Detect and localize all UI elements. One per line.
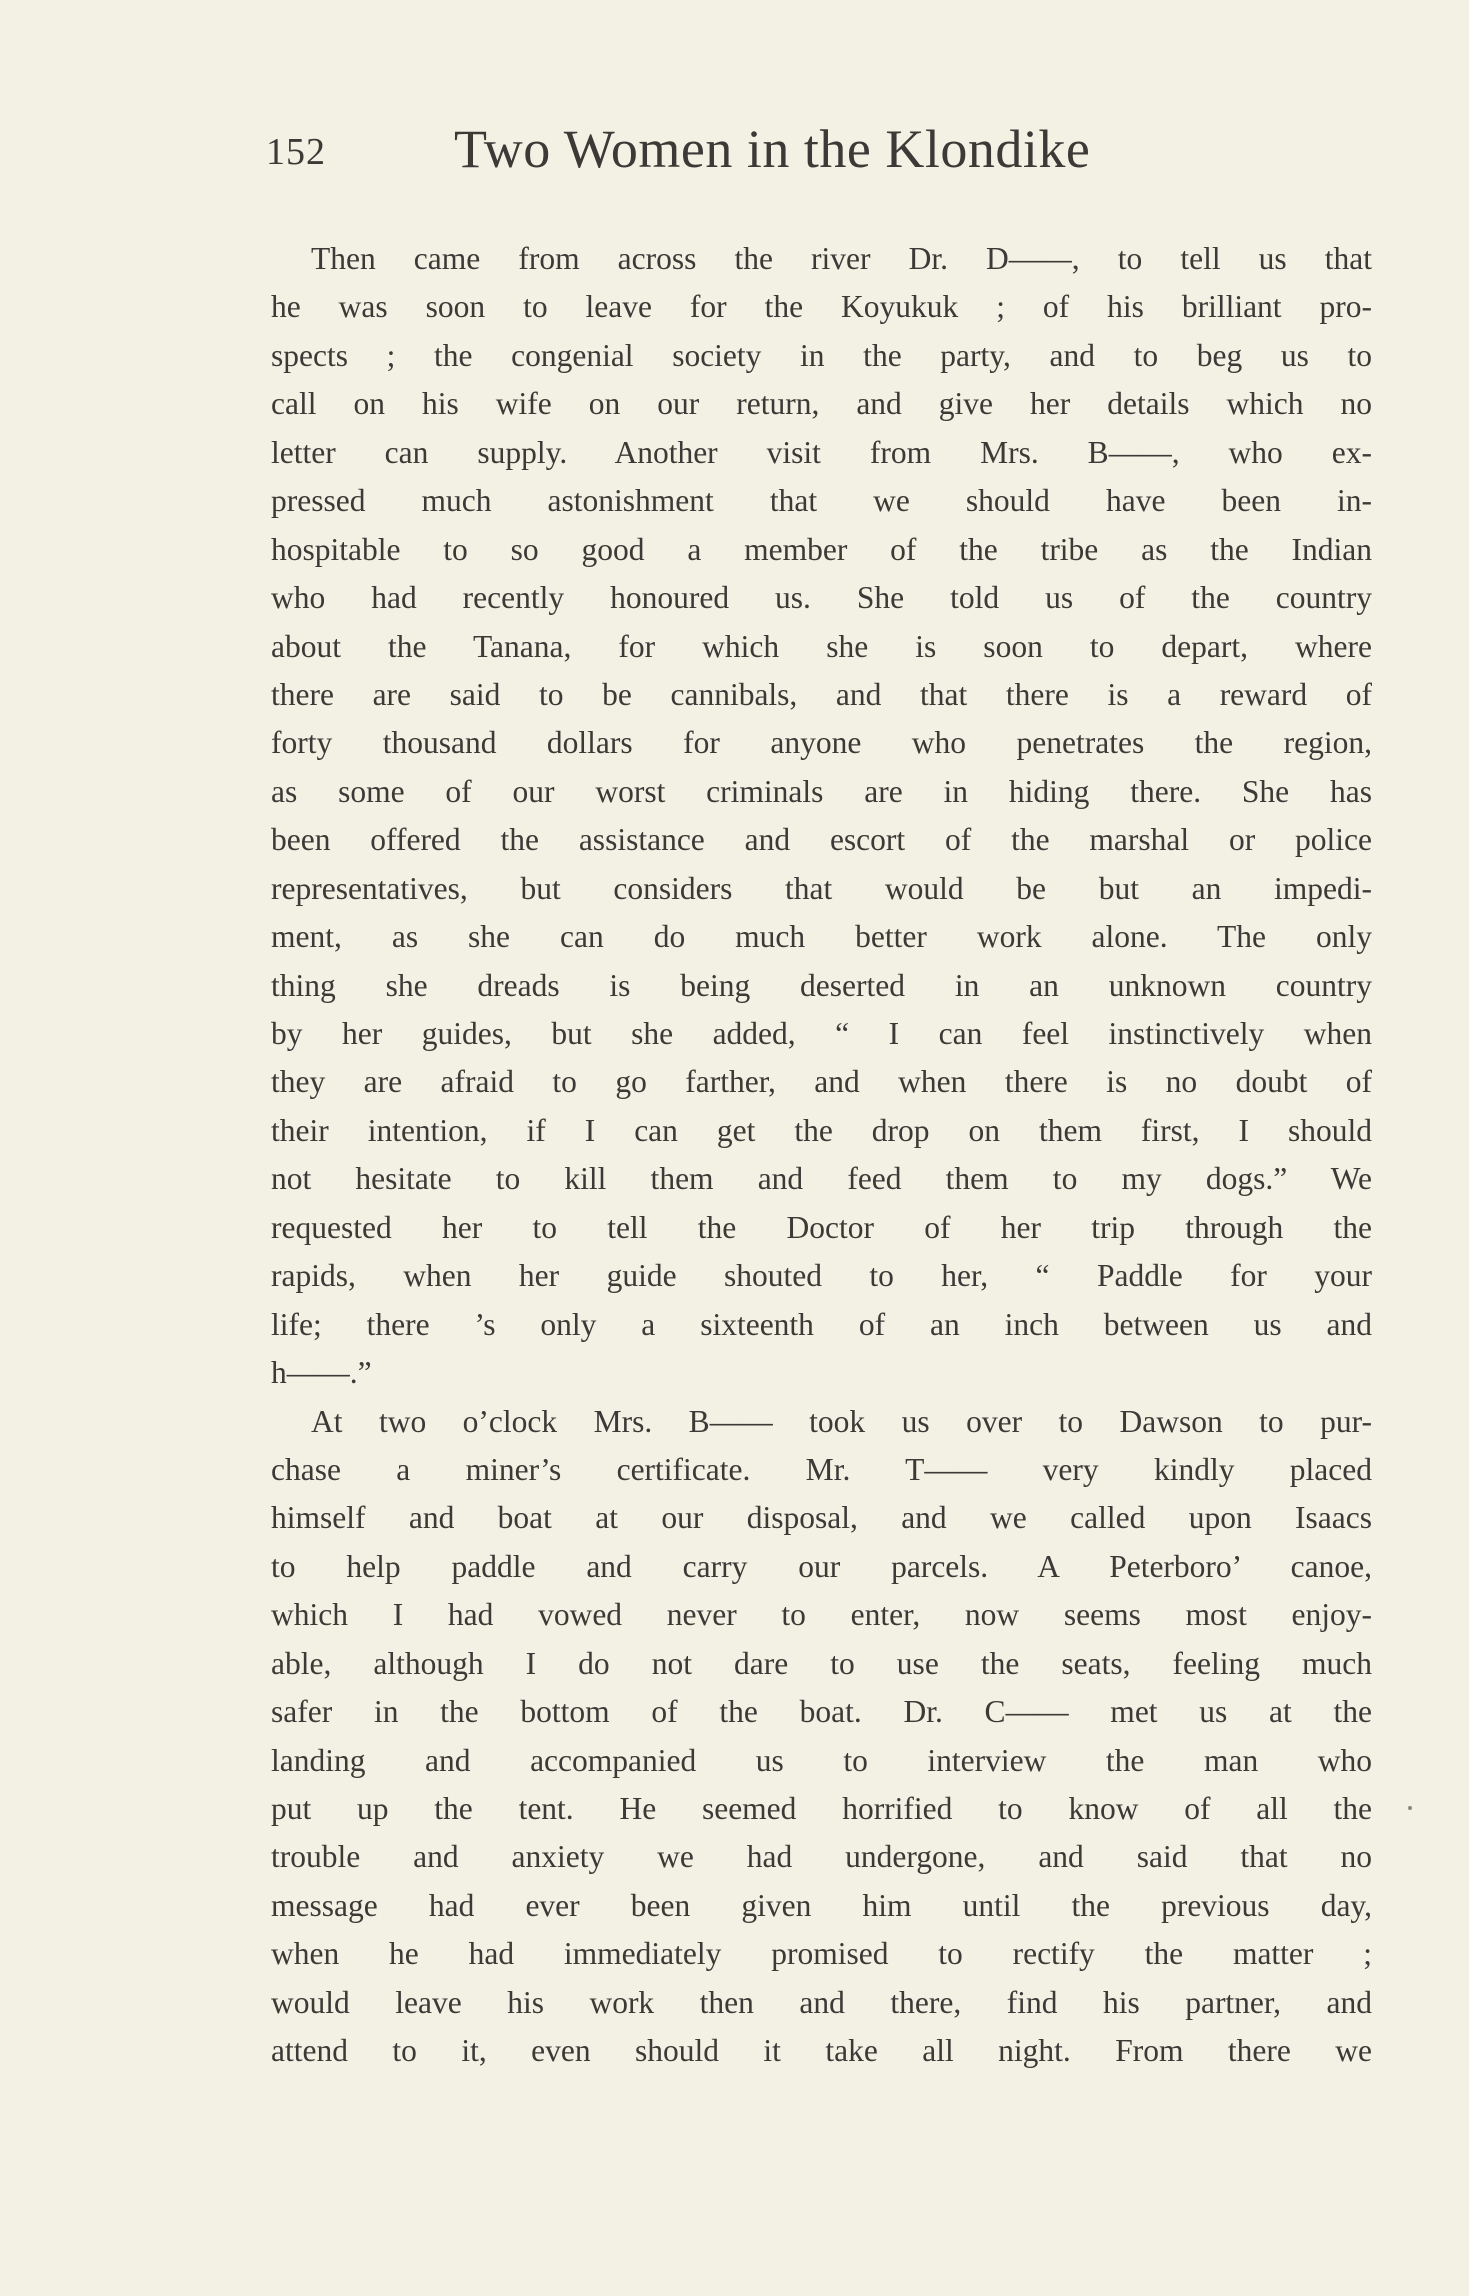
text-line: chase a miner’s certificate. Mr. T—— very kindly placed bbox=[271, 1451, 1372, 1487]
text-line: thing she dreads is being deserted in an unknown country bbox=[271, 967, 1372, 1003]
page-number: 152 bbox=[266, 131, 326, 173]
text-line: when he had immediately promised to rectify the matter ; bbox=[271, 1936, 1372, 1972]
text-line: representatives, but considers that would be but an impedi- bbox=[271, 870, 1372, 906]
text-line: requested her to tell the Doctor of her trip through the bbox=[271, 1209, 1372, 1245]
text-line: landing and accompanied us to interview the man who bbox=[271, 1742, 1372, 1778]
text-line: forty thousand dollars for anyone who penetrates the region, bbox=[271, 725, 1372, 761]
text-line: spects ; the congenial society in the party, and to beg us to bbox=[271, 337, 1372, 373]
text-line: their intention, if I can get the drop on them first, I should bbox=[271, 1112, 1372, 1148]
text-line: been offered the assistance and escort of the marshal or police bbox=[271, 822, 1372, 858]
text-line: as some of our worst criminals are in hiding there. She has bbox=[271, 773, 1372, 809]
text-line: Then came from across the river Dr. D——, to tell us that bbox=[311, 241, 1372, 276]
text-line: ment, as she can do much better work alone. The only bbox=[271, 919, 1372, 955]
text-line: h——.” bbox=[271, 1355, 372, 1391]
text-line: trouble and anxiety we had undergone, and said that no bbox=[271, 1839, 1372, 1875]
text-line: life; there ’s only a sixteenth of an inch between us and bbox=[271, 1306, 1372, 1342]
text-line: which I had vowed never to enter, now seems most enjoy- bbox=[271, 1597, 1372, 1633]
text-line: pressed much astonishment that we should have been in- bbox=[271, 483, 1372, 519]
text-line: rapids, when her guide shouted to her, “ Paddle for your bbox=[271, 1258, 1372, 1294]
text-line: who had recently honoured us. She told us of the country bbox=[271, 580, 1372, 616]
page-header bbox=[266, 118, 1376, 188]
text-line: able, although I do not dare to use the seats, feeling much bbox=[271, 1645, 1372, 1681]
text-line: message had ever been given him until the previous day, bbox=[271, 1887, 1372, 1923]
text-line: safer in the bottom of the boat. Dr. C—— met us at the bbox=[271, 1694, 1372, 1730]
text-line: attend to it, even should it take all night. From there we bbox=[271, 2033, 1372, 2069]
text-line: he was soon to leave for the Koyukuk ; of his brilliant pro- bbox=[271, 289, 1372, 325]
text-line: there are said to be cannibals, and that there is a reward of bbox=[271, 676, 1372, 712]
text-line: call on his wife on our return, and give her details which no bbox=[271, 386, 1372, 422]
body-text bbox=[271, 235, 1372, 2076]
text-line: himself and boat at our disposal, and we called upon Isaacs bbox=[271, 1500, 1372, 1536]
text-line: At two o’clock Mrs. B—— took us over to Dawson to pur- bbox=[311, 1403, 1372, 1439]
text-line: letter can supply. Another visit from Mrs. B——, who ex- bbox=[271, 434, 1372, 470]
text-line: put up the tent. He seemed horrified to know of all the bbox=[271, 1791, 1372, 1826]
text-line: not hesitate to kill them and feed them to my dogs.” We bbox=[271, 1161, 1372, 1197]
running-title: Two Women in the Klondike bbox=[454, 119, 1091, 179]
text-line: hospitable to so good a member of the tribe as the Indian bbox=[271, 531, 1372, 567]
text-line: to help paddle and carry our parcels. A Peterboro’ canoe, bbox=[271, 1548, 1372, 1584]
text-line: by her guides, but she added, “ I can feel instinctively when bbox=[271, 1016, 1372, 1051]
paper-speck bbox=[1408, 1806, 1412, 1810]
text-line: would leave his work then and there, find his partner, and bbox=[271, 1984, 1372, 2020]
text-line: they are afraid to go farther, and when there is no doubt of bbox=[271, 1064, 1372, 1100]
text-line: about the Tanana, for which she is soon to depart, where bbox=[271, 628, 1372, 664]
